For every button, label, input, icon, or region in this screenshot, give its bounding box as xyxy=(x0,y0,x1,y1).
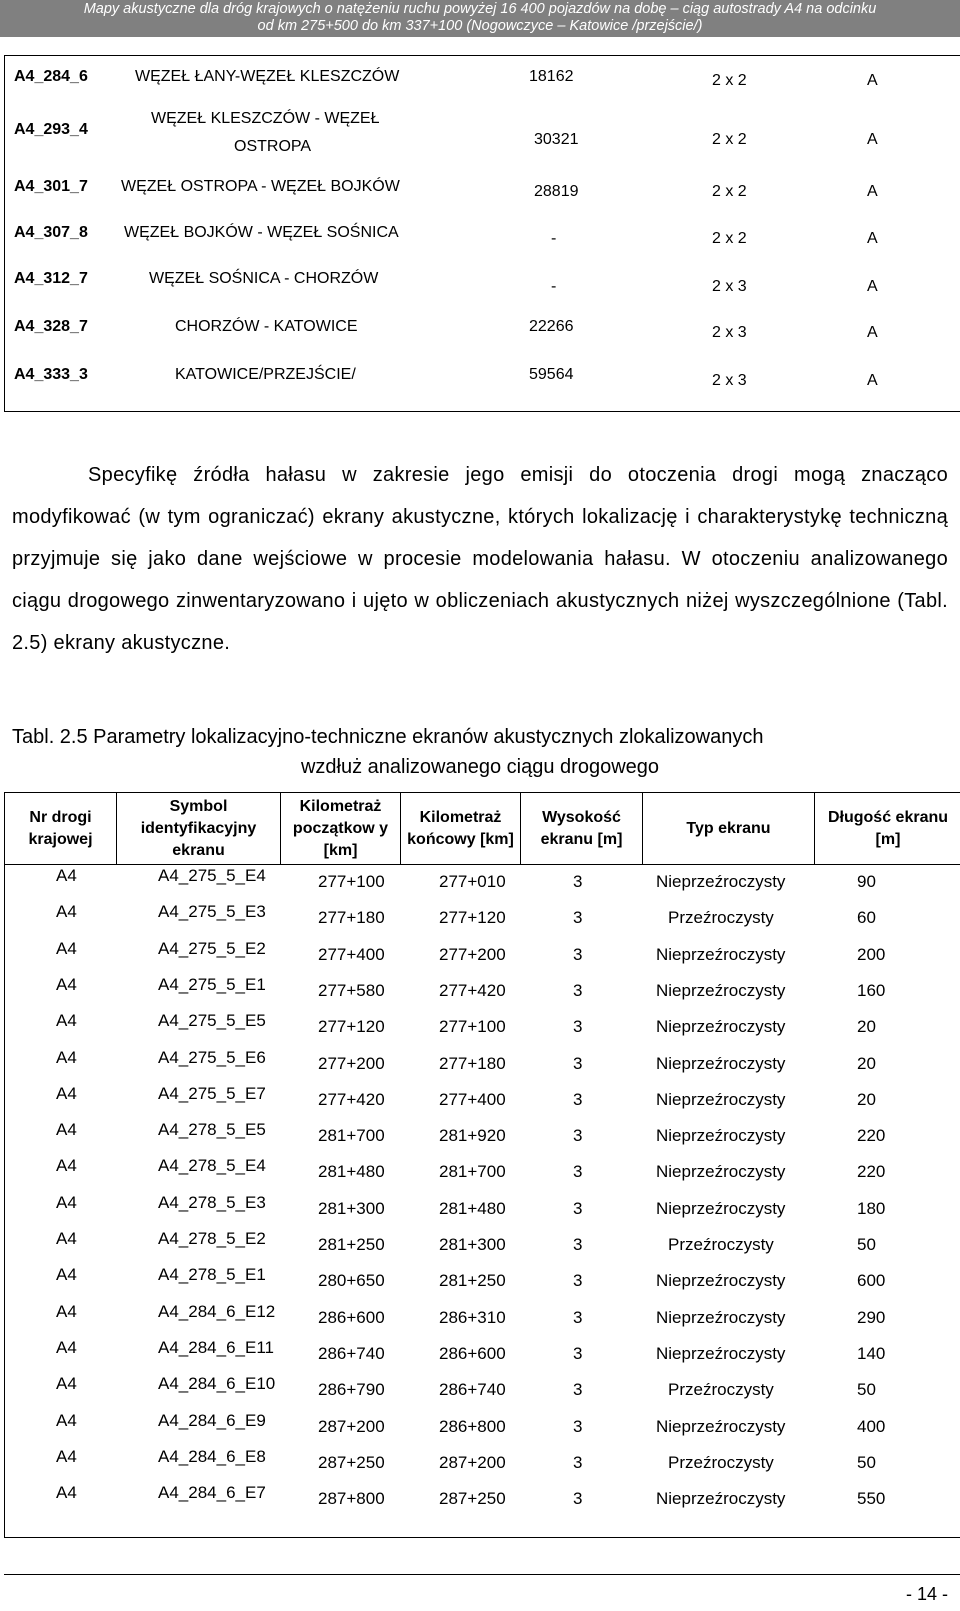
cell-road: A4 xyxy=(56,1083,77,1103)
cell-symbol: A4_275_5_E2 xyxy=(158,938,266,958)
cell-type: Nieprzeźroczysty xyxy=(656,1198,786,1218)
cell-road: A4 xyxy=(56,1337,77,1357)
cell-km-start: 287+800 xyxy=(318,1489,385,1509)
lanes-value: 2 x 3 xyxy=(712,278,747,295)
cell-height: 3 xyxy=(573,980,583,1000)
cell-road: A4 xyxy=(56,902,77,922)
lanes-value: 2 x 3 xyxy=(712,372,747,389)
traffic-value: 22266 xyxy=(529,318,574,335)
cell-km-end: 281+700 xyxy=(439,1162,506,1182)
cell-length: 180 xyxy=(857,1198,886,1218)
cell-height: 3 xyxy=(573,1162,583,1182)
table-caption xyxy=(12,722,948,782)
category-value: A xyxy=(867,131,878,148)
cell-road: A4 xyxy=(56,1265,77,1285)
cell-road: A4 xyxy=(56,1120,77,1140)
cell-type: Nieprzeźroczysty xyxy=(656,1343,786,1363)
section-name: WĘZEŁ BOJKÓW - WĘZEŁ SOŚNICA xyxy=(124,224,399,241)
traffic-value: 28819 xyxy=(534,183,579,200)
cell-symbol: A4_284_6_E7 xyxy=(158,1483,266,1503)
cell-km-end: 277+010 xyxy=(439,872,506,891)
cell-km-start: 277+400 xyxy=(318,944,385,964)
cell-symbol: A4_278_5_E4 xyxy=(158,1156,266,1176)
section-id: A4_284_6 xyxy=(14,68,88,85)
cell-length: 60 xyxy=(857,908,876,928)
cell-type: Nieprzeźroczysty xyxy=(656,1053,786,1073)
cell-symbol: A4_278_5_E2 xyxy=(158,1229,266,1248)
cell-type: Przeźroczysty xyxy=(668,1235,774,1254)
cell-km-start: 281+480 xyxy=(318,1162,385,1182)
section-id: A4_328_7 xyxy=(14,318,88,335)
cell-road: A4 xyxy=(56,866,77,885)
road-sections-table xyxy=(4,55,960,412)
section-name-line-2: OSTROPA xyxy=(234,138,312,155)
cell-symbol: A4_284_6_E12 xyxy=(158,1301,276,1321)
category-value: A xyxy=(867,372,878,389)
cell-length: 20 xyxy=(857,1053,876,1073)
cell-height: 3 xyxy=(573,908,583,928)
cell-km-end: 287+250 xyxy=(439,1489,506,1509)
table-row xyxy=(5,1083,960,1122)
cell-length: 50 xyxy=(857,1235,876,1254)
cell-length: 20 xyxy=(857,1017,876,1037)
cell-type: Przeźroczysty xyxy=(668,908,774,928)
table-row xyxy=(5,1267,960,1303)
cell-height: 3 xyxy=(573,1235,583,1254)
section-id: A4_307_8 xyxy=(14,224,88,241)
lanes-value: 2 x 2 xyxy=(712,230,747,247)
section-name: WĘZEŁ SOŚNICA - CHORZÓW xyxy=(149,270,379,287)
table-row xyxy=(5,1446,960,1485)
header-height: Wysokość ekranu [m] xyxy=(520,793,642,865)
section-name: WĘZEŁ ŁANY-WĘZEŁ KLESZCZÓW xyxy=(135,68,400,85)
header-length: Długość ekranu [m] xyxy=(814,793,960,865)
cell-length: 140 xyxy=(857,1343,886,1363)
table-row xyxy=(5,868,960,904)
cell-road: A4 xyxy=(56,1229,77,1248)
cell-km-end: 287+200 xyxy=(439,1452,506,1472)
cell-km-start: 281+250 xyxy=(318,1235,385,1254)
cell-symbol: A4_278_5_E3 xyxy=(158,1192,266,1212)
cell-length: 220 xyxy=(857,1126,886,1146)
traffic-value: - xyxy=(551,230,557,247)
cell-type: Nieprzeźroczysty xyxy=(656,1416,786,1436)
table-row xyxy=(5,1485,960,1521)
cell-symbol: A4_275_5_E7 xyxy=(158,1083,266,1103)
table-row xyxy=(5,1410,960,1449)
cell-type: Nieprzeźroczysty xyxy=(656,1017,786,1037)
cell-type: Przeźroczysty xyxy=(668,1452,774,1472)
cell-type: Nieprzeźroczysty xyxy=(656,1089,786,1109)
cell-km-end: 286+740 xyxy=(439,1380,506,1400)
lanes-value: 2 x 2 xyxy=(712,72,747,89)
header-symbol: Symbol identyfikacyjny ekranu xyxy=(116,793,280,865)
cell-km-end: 277+420 xyxy=(439,980,506,1000)
cell-km-start: 281+700 xyxy=(318,1126,385,1146)
traffic-value: 59564 xyxy=(529,366,574,383)
cell-road: A4 xyxy=(56,1446,77,1466)
cell-type: Nieprzeźroczysty xyxy=(656,944,786,964)
header-km-end: Kilometraż końcowy [km] xyxy=(400,793,520,865)
cell-road: A4 xyxy=(56,1374,77,1394)
cell-symbol: A4_275_5_E1 xyxy=(158,974,266,994)
cell-length: 20 xyxy=(857,1089,876,1109)
section-id: A4_293_4 xyxy=(14,121,88,138)
table-row xyxy=(5,974,960,1013)
cell-km-end: 286+800 xyxy=(439,1416,506,1436)
cell-road: A4 xyxy=(56,1156,77,1176)
cell-height: 3 xyxy=(573,1489,583,1509)
header-line-2: od km 275+500 do km 337+100 (Nogowczyce – Katowice /przejście/) xyxy=(257,18,703,34)
category-value: A xyxy=(867,72,878,89)
category-value: A xyxy=(867,230,878,247)
cell-km-start: 277+200 xyxy=(318,1053,385,1073)
cell-height: 3 xyxy=(573,1416,583,1436)
cell-km-start: 280+650 xyxy=(318,1271,385,1291)
section-name: WĘZEŁ OSTROPA - WĘZEŁ BOJKÓW xyxy=(121,178,400,195)
lanes-value: 2 x 3 xyxy=(712,324,747,341)
table-row xyxy=(5,1047,960,1086)
table-row xyxy=(5,1158,960,1194)
cell-road: A4 xyxy=(56,1483,77,1503)
cell-symbol: A4_275_5_E5 xyxy=(158,1011,266,1031)
cell-height: 3 xyxy=(573,944,583,964)
cell-type: Nieprzeźroczysty xyxy=(656,980,786,1000)
cell-symbol: A4_275_5_E4 xyxy=(158,866,266,885)
section-id: A4_333_3 xyxy=(14,366,88,383)
document-header xyxy=(0,0,960,37)
table-row xyxy=(5,938,960,977)
category-value: A xyxy=(867,324,878,341)
traffic-value: - xyxy=(551,278,557,295)
paragraph-text: Specyfikę źródła hałasu w zakresie jego emisji do otoczenia drogi mogą znacząco modyfikować (w tym ograniczać) ekrany akustyczne, których lokalizację i charakterystykę techniczną przyjmuje się jako dane wejściowe w procesie modelowania hałasu. W otoczeniu analizowanego ciągu drogowego zinwentaryzowano i ujęto w obliczeniach akustycznych niżej wyszczególnione (Tabl. 2.5) ekrany akustyczne. xyxy=(12,464,948,654)
cell-type: Przeźroczysty xyxy=(668,1380,774,1400)
header-road: Nr drogi krajowej xyxy=(5,793,116,865)
footer-divider xyxy=(4,1574,960,1575)
table-row xyxy=(5,1122,960,1158)
cell-km-start: 286+790 xyxy=(318,1380,385,1400)
section-name: CHORZÓW - KATOWICE xyxy=(175,318,358,335)
cell-km-start: 287+250 xyxy=(318,1452,385,1472)
table-header xyxy=(5,793,960,865)
cell-symbol: A4_278_5_E5 xyxy=(158,1120,266,1140)
section-name: KATOWICE/PRZEJŚCIE/ xyxy=(175,366,356,383)
table-row xyxy=(5,1376,960,1412)
cell-km-end: 281+250 xyxy=(439,1271,506,1291)
cell-km-end: 277+400 xyxy=(439,1089,506,1109)
cell-length: 220 xyxy=(857,1162,886,1182)
cell-height: 3 xyxy=(573,1307,583,1327)
cell-type: Nieprzeźroczysty xyxy=(656,1307,786,1327)
table-row xyxy=(5,904,960,940)
cell-type: Nieprzeźroczysty xyxy=(656,1162,786,1182)
cell-km-start: 277+420 xyxy=(318,1089,385,1109)
cell-km-end: 286+600 xyxy=(439,1343,506,1363)
cell-km-end: 281+300 xyxy=(439,1235,506,1254)
cell-km-end: 277+200 xyxy=(439,944,506,964)
cell-road: A4 xyxy=(56,1301,77,1321)
cell-height: 3 xyxy=(573,1198,583,1218)
cell-symbol: A4_284_6_E9 xyxy=(158,1410,266,1430)
cell-road: A4 xyxy=(56,1192,77,1212)
table-row xyxy=(5,1231,960,1267)
cell-road: A4 xyxy=(56,1410,77,1430)
cell-length: 200 xyxy=(857,944,886,964)
cell-height: 3 xyxy=(573,1089,583,1109)
cell-km-end: 281+920 xyxy=(439,1126,506,1146)
cell-km-start: 277+120 xyxy=(318,1017,385,1037)
cell-road: A4 xyxy=(56,974,77,994)
cell-length: 550 xyxy=(857,1489,886,1509)
cell-height: 3 xyxy=(573,1053,583,1073)
table-row xyxy=(5,1192,960,1231)
cell-length: 160 xyxy=(857,980,886,1000)
caption-line-2: wzdłuż analizowanego ciągu drogowego xyxy=(300,756,660,778)
cell-symbol: A4_275_5_E3 xyxy=(158,902,266,922)
cell-length: 400 xyxy=(857,1416,886,1436)
cell-length: 90 xyxy=(857,872,876,891)
table-row xyxy=(5,1337,960,1376)
cell-type: Nieprzeźroczysty xyxy=(656,1271,786,1291)
traffic-value: 18162 xyxy=(529,68,574,85)
cell-length: 50 xyxy=(857,1380,876,1400)
cell-type: Nieprzeźroczysty xyxy=(656,1489,786,1509)
section-name-line-1: WĘZEŁ KLESZCZÓW - WĘZEŁ xyxy=(151,110,380,127)
cell-km-start: 277+180 xyxy=(318,908,385,928)
header-type: Typ ekranu xyxy=(642,793,814,865)
category-value: A xyxy=(867,278,878,295)
cell-height: 3 xyxy=(573,1126,583,1146)
lanes-value: 2 x 2 xyxy=(712,131,747,148)
cell-km-start: 286+600 xyxy=(318,1307,385,1327)
cell-km-end: 277+180 xyxy=(439,1053,506,1073)
section-id: A4_301_7 xyxy=(14,178,88,195)
cell-symbol: A4_284_6_E10 xyxy=(158,1374,276,1394)
noise-barriers-table xyxy=(4,792,960,1538)
cell-height: 3 xyxy=(573,1452,583,1472)
cell-km-end: 277+120 xyxy=(439,908,506,928)
cell-height: 3 xyxy=(573,1343,583,1363)
section-id: A4_312_7 xyxy=(14,270,88,287)
cell-km-start: 287+200 xyxy=(318,1416,385,1436)
cell-km-end: 277+100 xyxy=(439,1017,506,1037)
cell-symbol: A4_284_6_E11 xyxy=(158,1337,274,1357)
caption-line-1: Tabl. 2.5 Parametry lokalizacyjno-techniczne ekranów akustycznych zlokalizowanych xyxy=(12,726,764,748)
header-km-start: Kilometraż początkow y [km] xyxy=(280,793,400,865)
cell-km-start: 277+100 xyxy=(318,872,385,891)
cell-type: Nieprzeźroczysty xyxy=(656,1126,786,1146)
cell-length: 50 xyxy=(857,1452,876,1472)
lanes-value: 2 x 2 xyxy=(712,183,747,200)
cell-height: 3 xyxy=(573,1271,583,1291)
cell-height: 3 xyxy=(573,1380,583,1400)
traffic-value: 30321 xyxy=(534,131,579,148)
cell-km-end: 281+480 xyxy=(439,1198,506,1218)
cell-road: A4 xyxy=(56,1047,77,1067)
cell-symbol: A4_275_5_E6 xyxy=(158,1047,266,1067)
cell-km-end: 286+310 xyxy=(439,1307,506,1327)
cell-km-start: 277+580 xyxy=(318,980,385,1000)
cell-length: 600 xyxy=(857,1271,886,1291)
body-paragraph xyxy=(12,454,948,664)
cell-symbol: A4_284_6_E8 xyxy=(158,1446,266,1466)
cell-road: A4 xyxy=(56,938,77,958)
cell-height: 3 xyxy=(573,872,583,891)
cell-km-start: 286+740 xyxy=(318,1343,385,1363)
cell-length: 290 xyxy=(857,1307,886,1327)
table-row xyxy=(5,1013,960,1049)
cell-symbol: A4_278_5_E1 xyxy=(158,1265,266,1285)
header-line-1: Mapy akustyczne dla dróg krajowych o natężeniu ruchu powyżej 16 400 pojazdów na dobę – ciąg autostrady A4 na odcinku xyxy=(83,1,877,17)
category-value: A xyxy=(867,183,878,200)
table-row xyxy=(5,1301,960,1340)
page-number: - 14 - xyxy=(905,1584,948,1604)
cell-type: Nieprzeźroczysty xyxy=(656,872,786,891)
cell-km-start: 281+300 xyxy=(318,1198,385,1218)
cell-height: 3 xyxy=(573,1017,583,1037)
cell-road: A4 xyxy=(56,1011,77,1031)
